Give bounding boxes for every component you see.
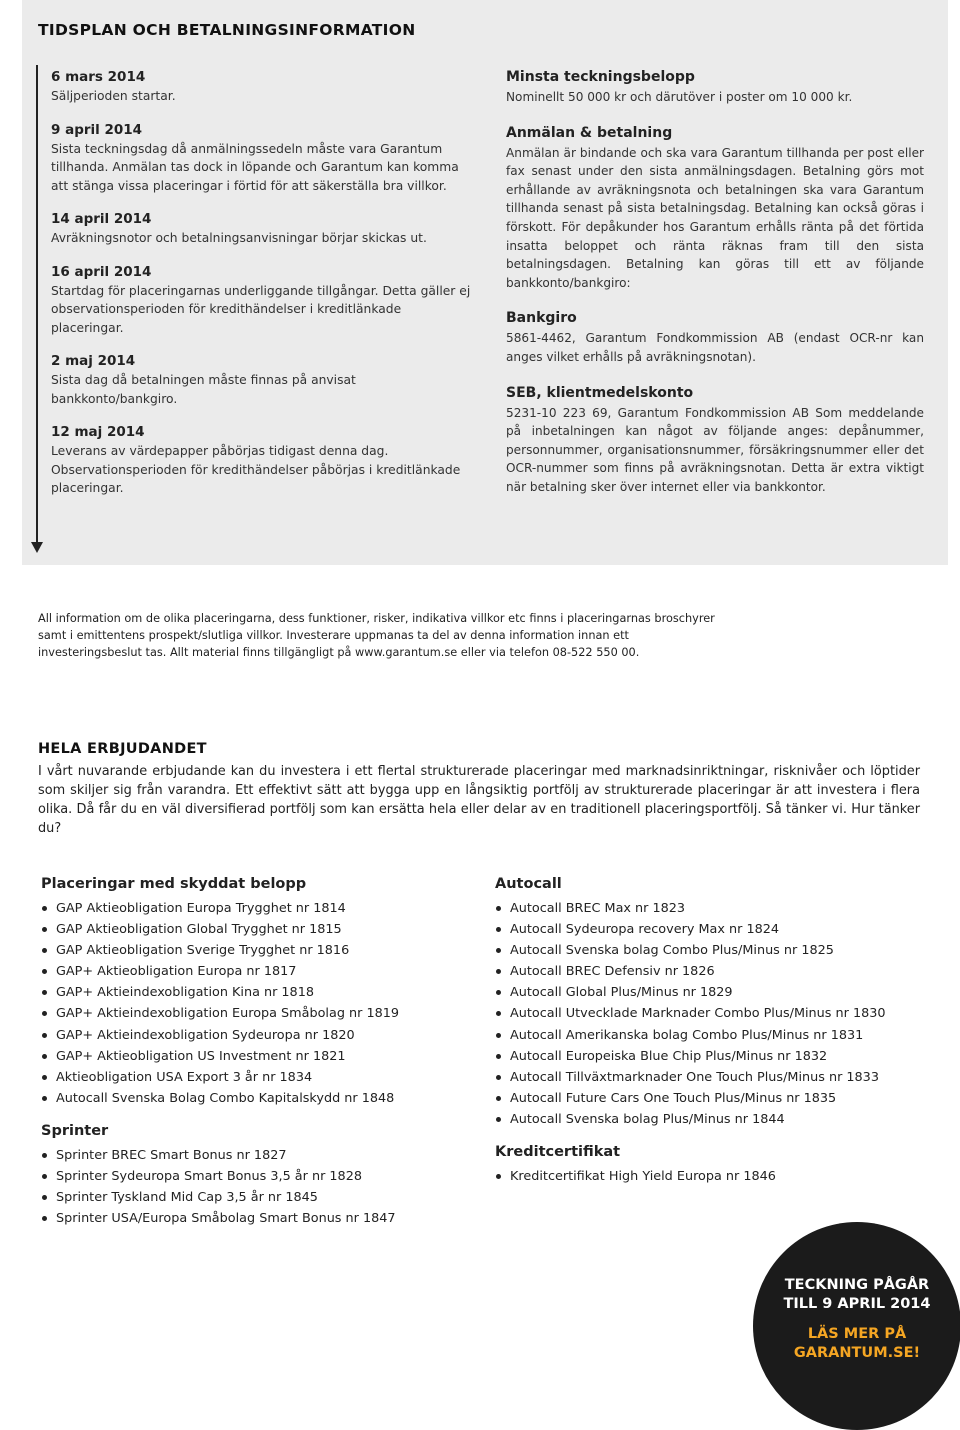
schedule-title: TIDSPLAN OCH BETALNINGSINFORMATION xyxy=(38,21,416,39)
badge-line: LÄS MER PÅ xyxy=(807,1326,907,1342)
info-heading: SEB, klientmedelskonto xyxy=(506,384,694,401)
event-date: 2 maj 2014 xyxy=(51,353,136,369)
info-block-min-amount xyxy=(506,69,924,107)
badge-line: GARANTUM.SE! xyxy=(793,1345,921,1361)
event-date: 9 april 2014 xyxy=(51,121,143,138)
protected-list xyxy=(41,898,481,1109)
badge-subscription-text xyxy=(753,1276,960,1314)
event-text: Sista teckningsdag då anmälningssedeln måste vara Garantum tillhanda. Anmälan tas dock in löpande och Garantum kan komma att stänga vissa placeringar i förtid för att säkerställa bra villkor. xyxy=(51,141,459,193)
list-heading-autocall: Autocall xyxy=(495,876,562,892)
autocall-list xyxy=(495,898,935,1130)
list-item: Autocall BREC Defensiv nr 1826 xyxy=(495,961,935,982)
info-text: Anmälan är bindande och ska vara Garantum tillhanda per post eller fax senast under den sista anmälningsdagen. Betalning görs mot erhållande av avräkningsnota och betalningen ska vara Garantum tillhanda senast på sista betalningsdag. Betalning kan också göras i förskott. För depåkunder hos Garantum erhålls ränta på det förtida insatta beloppet och ränta räknas fram till den sista betalningsdagen. Betalning kan göras till ett av följande bankkonto/bankgiro: xyxy=(506,145,924,290)
badge-readmore-link[interactable] xyxy=(753,1325,960,1363)
list-item: GAP+ Aktieindexobligation Europa Småbolag nr 1819 xyxy=(41,1003,481,1024)
timeline-arrow-icon xyxy=(31,542,43,553)
offer-text: I vårt nuvarande erbjudande kan du investera i ett flertal strukturerade placeringar med marknadsinriktningar, risknivåer och löptider som skiljer sig från varandra. Ett effektivt sätt att bygga upp en långsiktig portfölj av strukturerade placeringar är att investera i flera olika. Då får du en väl diversifierad portfölj som kan ersätta hela eller delar av en traditionell placeringsportfölj. Så tänker vi. Hur tänker du? xyxy=(38,764,920,836)
badge-line: TECKNING PÅGÅR xyxy=(784,1277,930,1293)
event-date: 12 maj 2014 xyxy=(51,424,145,440)
info-heading: Bankgiro xyxy=(506,310,577,327)
event-text: Leverans av värdepapper påbörjas tidigast denna dag. Observationsperioden för kredithändelser påbörjas i kreditlänkade placeringar. xyxy=(51,444,461,495)
list-heading-sprinter: Sprinter xyxy=(41,1122,109,1139)
right-list-column xyxy=(495,876,935,1187)
list-item: Aktieobligation USA Export 3 år nr 1834 xyxy=(41,1067,481,1088)
event-text: Sista dag då betalningen måste finnas på anvisat bankkonto/bankgiro. xyxy=(51,373,356,406)
info-heading: Minsta teckningsbelopp xyxy=(506,69,695,85)
timeline-event xyxy=(51,211,476,248)
info-text: 5861-4462, Garantum Fondkommission AB (endast OCR-nr kan anges vilket erhålls på avräkningsnotan). xyxy=(506,331,924,364)
list-item: GAP Aktieobligation Sverige Trygghet nr 1816 xyxy=(41,940,481,961)
timeline-line xyxy=(36,65,38,542)
list-item: Sprinter Sydeuropa Smart Bonus 3,5 år nr 1828 xyxy=(41,1166,481,1187)
list-item: GAP+ Aktieobligation Europa nr 1817 xyxy=(41,961,481,982)
list-item: GAP+ Aktieindexobligation Kina nr 1818 xyxy=(41,982,481,1003)
list-item: Kreditcertifikat High Yield Europa nr 1846 xyxy=(495,1166,935,1187)
info-block-application xyxy=(506,125,924,293)
list-item: Autocall Svenska bolag Combo Plus/Minus nr 1825 xyxy=(495,940,935,961)
timeline-event xyxy=(51,122,476,196)
offer-title: HELA ERBJUDANDET xyxy=(38,741,207,757)
list-item: GAP+ Aktieobligation US Investment nr 1821 xyxy=(41,1046,481,1067)
list-item: GAP+ Aktieindexobligation Sydeuropa nr 1820 xyxy=(41,1025,481,1046)
credit-list xyxy=(495,1166,935,1187)
event-date: 6 mars 2014 xyxy=(51,69,146,85)
info-block-seb xyxy=(506,385,924,497)
list-item: Autocall Tillväxtmarknader One Touch Plus/Minus nr 1833 xyxy=(495,1067,935,1088)
timeline-event xyxy=(51,353,476,408)
timeline-event xyxy=(51,424,476,498)
event-text: Startdag för placeringarnas underliggande tillgångar. Detta gäller ej observationsperioden för kredithändelser i kreditlänkade placeringar. xyxy=(51,283,471,335)
list-heading-protected: Placeringar med skyddat belopp xyxy=(41,876,307,892)
payment-info xyxy=(506,69,924,515)
subscription-badge xyxy=(753,1222,960,1430)
list-item: GAP Aktieobligation Global Trygghet nr 1815 xyxy=(41,919,481,940)
list-item: GAP Aktieobligation Europa Trygghet nr 1814 xyxy=(41,898,481,919)
left-list-column xyxy=(41,876,481,1229)
timeline xyxy=(51,69,476,514)
list-item: Autocall Amerikanska bolag Combo Plus/Minus nr 1831 xyxy=(495,1025,935,1046)
timeline-event xyxy=(51,69,476,106)
info-text: 5231-10 223 69, Garantum Fondkommission AB Som meddelande på inbetalningen kan något av följande anges: depånummer, personnummer, organisationsnummer, försäkringsnummer eller det OCR-nummer som finns på avräkningsnotan. Detta är extra viktigt när betalning sker över internet eller via bankkontor. xyxy=(506,405,924,494)
info-text: Nominellt 50 000 kr och därutöver i poster om 10 000 kr. xyxy=(506,90,853,104)
list-heading-credit: Kreditcertifikat xyxy=(495,1144,621,1161)
event-date: 16 april 2014 xyxy=(51,263,152,280)
list-item: Autocall Svenska Bolag Combo Kapitalskydd nr 1848 xyxy=(41,1088,481,1109)
event-text: Avräkningsnotor och betalningsanvisningar börjar skickas ut. xyxy=(51,231,427,245)
info-block-bankgiro xyxy=(506,310,924,366)
list-item: Autocall Global Plus/Minus nr 1829 xyxy=(495,982,935,1003)
list-item: Autocall BREC Max nr 1823 xyxy=(495,898,935,919)
info-heading: Anmälan & betalning xyxy=(506,124,673,141)
list-item: Autocall Future Cars One Touch Plus/Minus nr 1835 xyxy=(495,1088,935,1109)
list-item: Autocall Sydeuropa recovery Max nr 1824 xyxy=(495,919,935,940)
sprinter-list xyxy=(41,1145,481,1229)
disclaimer: All information om de olika placeringarna, dess funktioner, risker, indikativa villkor etc finns i placeringarnas broschyrer samt i emittentens prospekt/slutliga villkor. Investerare uppmanas ta del av denna information innan ett investeringsbeslut tas. Allt material finns tillgängligt på www.garantum.se eller via telefon 08-522 550 00. xyxy=(38,612,715,659)
list-item: Autocall Svenska bolag Plus/Minus nr 1844 xyxy=(495,1109,935,1130)
badge-line: TILL 9 APRIL 2014 xyxy=(783,1296,931,1312)
list-item: Autocall Europeiska Blue Chip Plus/Minus nr 1832 xyxy=(495,1046,935,1067)
list-item: Sprinter Tyskland Mid Cap 3,5 år nr 1845 xyxy=(41,1187,481,1208)
event-text: Säljperioden startar. xyxy=(51,89,176,103)
event-date: 14 april 2014 xyxy=(51,211,152,227)
list-item: Autocall Utvecklade Marknader Combo Plus/Minus nr 1830 xyxy=(495,1003,935,1024)
list-item: Sprinter USA/Europa Småbolag Smart Bonus nr 1847 xyxy=(41,1208,481,1229)
timeline-event xyxy=(51,264,476,338)
list-item: Sprinter BREC Smart Bonus nr 1827 xyxy=(41,1145,481,1166)
